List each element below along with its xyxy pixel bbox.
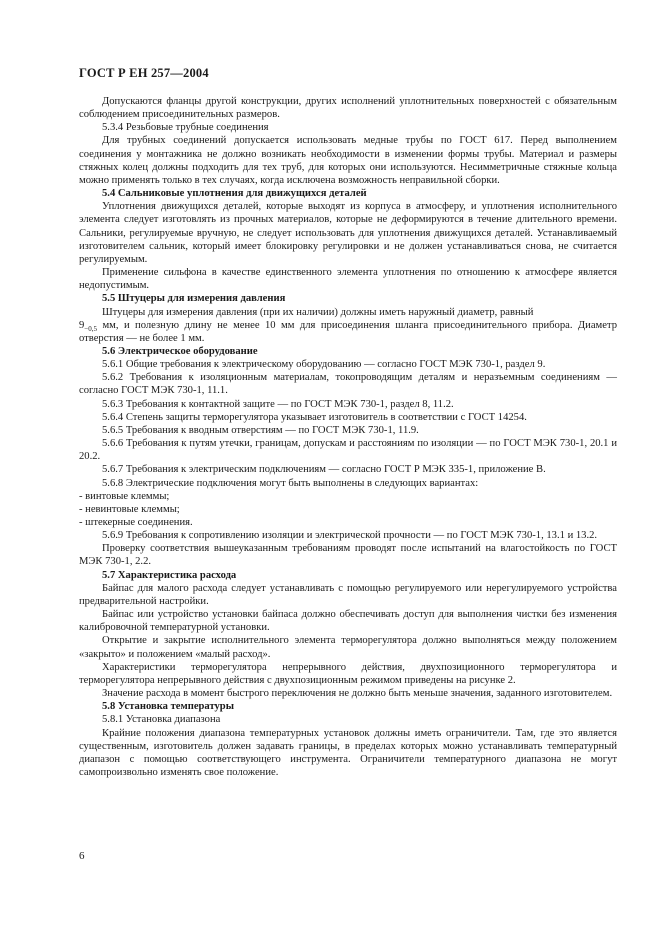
paragraph: Уплотнения движущихся деталей, которые выходят из корпуса в атмосферу, и уплотнения исполнительного элемента следует изготовлять из прочных материалов, которые не деформируются в течение длительного времени. Сальники, регулируемые вручную, не следует использовать для уплотнения движущихся деталей. Устанавливаемый изготовителем сальник, который имеет блокировку регулировки и не должен устанавливаться снова, не считается регулируемым.	[79, 201, 617, 265]
paragraph: 5.6.2 Требования к изоляционным материалам, токопроводящим деталям и неразъемным соединениям — согласно ГОСТ МЭК 730-1, 11.1.	[79, 372, 617, 397]
paragraph: Байпас для малого расхода следует устанавливать с помощью регулируемого или нерегулируемого устройства предварительной настройки.	[79, 582, 617, 607]
paragraph: 5.6.3 Требования к контактной защите — по ГОСТ МЭК 730-1, раздел 8, 11.2.	[102, 398, 454, 410]
section-heading: 5.4 Сальниковые уплотнения для движущихся деталей	[102, 188, 367, 200]
paragraph: 5.6.6 Требования к путям утечки, границам, допускам и расстояниям по изоляции — по ГОСТ МЭК 730-1, 20.1 и 20.2.	[79, 438, 617, 463]
paragraph: Характеристики терморегулятора непрерывного действия, двухпозиционного терморегулятора и терморегулятора непрерывного действия с двухпозиционным режимом приведены на рисунке 2.	[79, 661, 617, 686]
paragraph: 5.6.1 Общие требования к электрическому оборудованию — согласно ГОСТ МЭК 730-1, раздел 9.	[102, 359, 546, 371]
paragraph: 5.6.8 Электрические подключения могут быть выполнены в следующих вариантах:	[102, 477, 479, 489]
diameter-tolerance: −0,5	[84, 324, 97, 333]
paragraph: 5.6.9 Требования к сопротивлению изоляции и электрической прочности — по ГОСТ МЭК 730-1, 13.1 и 13.2.	[102, 530, 598, 542]
paragraph: Крайние положения диапазона температурных установок должны иметь ограничители. Там, где это является существенным, изготовитель должен задавать границы, в пределах которых можно устанавливать температурный диапазон с помощью соответствующего инструмента. Ограничители температурного диапазона не могут самопроизвольно изменять свое положение.	[79, 727, 617, 778]
paragraph: Допускаются фланцы другой конструкции, других исполнений уплотнительных поверхностей с обязательным соблюдением присоединительных размеров.	[79, 96, 617, 121]
paragraph: 5.6.5 Требования к вводным отверстиям — по ГОСТ МЭК 730-1, 11.9.	[102, 424, 419, 436]
paragraph: Применение сильфона в качестве единственного элемента уплотнения по отношению к атмосфере является недопустимым.	[79, 267, 617, 292]
paragraph: Проверку соответствия вышеуказанным требованиям проводят после испытаний на влагостойкость по ГОСТ МЭК 730-1, 2.2.	[79, 543, 617, 568]
paragraph-diameter	[79, 319, 617, 345]
paragraph-continued: мм, и полезную длину не менее 10 мм для присоединения шланга присоединительного прибора. Диаметр отверстия — не более 1 мм.	[79, 319, 617, 344]
section-heading: 5.6 Электрическое оборудование	[102, 345, 258, 357]
paragraph: Штуцеры для измерения давления (при их наличии) должны иметь наружный диаметр, равный	[102, 306, 534, 318]
page-number: 6	[79, 850, 85, 862]
subsection-title: 5.8.1 Установка диапазона	[102, 714, 221, 726]
diameter-value: 9	[79, 319, 85, 331]
paragraph: Байпас или устройство установки байпаса должно обеспечивать доступ для выполнения чистки без изменения калибровочной температурной установки.	[79, 609, 617, 634]
paragraph: 5.6.4 Степень защиты терморегулятора указывает изготовитель в соответствии с ГОСТ 14254.	[102, 411, 527, 423]
paragraph: Открытие и закрытие исполнительного элемента терморегулятора должно выполняться между положением «закрыто» и положением «малый расход».	[79, 635, 617, 660]
list-item: - невинтовые клеммы;	[79, 503, 180, 515]
paragraph: Для трубных соединений допускается использовать медные трубы по ГОСТ 617. Перед выполнением соединения у монтажника не должно возникать необходимости в изменении формы трубы. Материал и размеры стяжных колец должны подходить для тех труб, для которых они используются. Несимметричные стяжные кольца можно применять только в тех случаях, когда исключена возможность неправильной сборки.	[79, 135, 617, 186]
document-header: ГОСТ Р ЕН 257—2004	[79, 66, 209, 80]
list-item: - винтовые клеммы;	[79, 490, 170, 502]
document-body	[79, 95, 617, 779]
paragraph: Значение расхода в момент быстрого переключения не должно быть меньше значения, заданного изготовителем.	[102, 688, 613, 700]
section-heading: 5.8 Установка температуры	[102, 701, 234, 713]
subsection-title: 5.3.4 Резьбовые трубные соединения	[102, 122, 269, 134]
paragraph: 5.6.7 Требования к электрическим подключениям — согласно ГОСТ Р МЭК 335-1, приложение В.	[102, 464, 546, 476]
list-item: - штекерные соединения.	[79, 517, 193, 528]
section-heading: 5.7 Характеристика расхода	[102, 569, 237, 581]
section-heading: 5.5 Штуцеры для измерения давления	[102, 293, 286, 305]
